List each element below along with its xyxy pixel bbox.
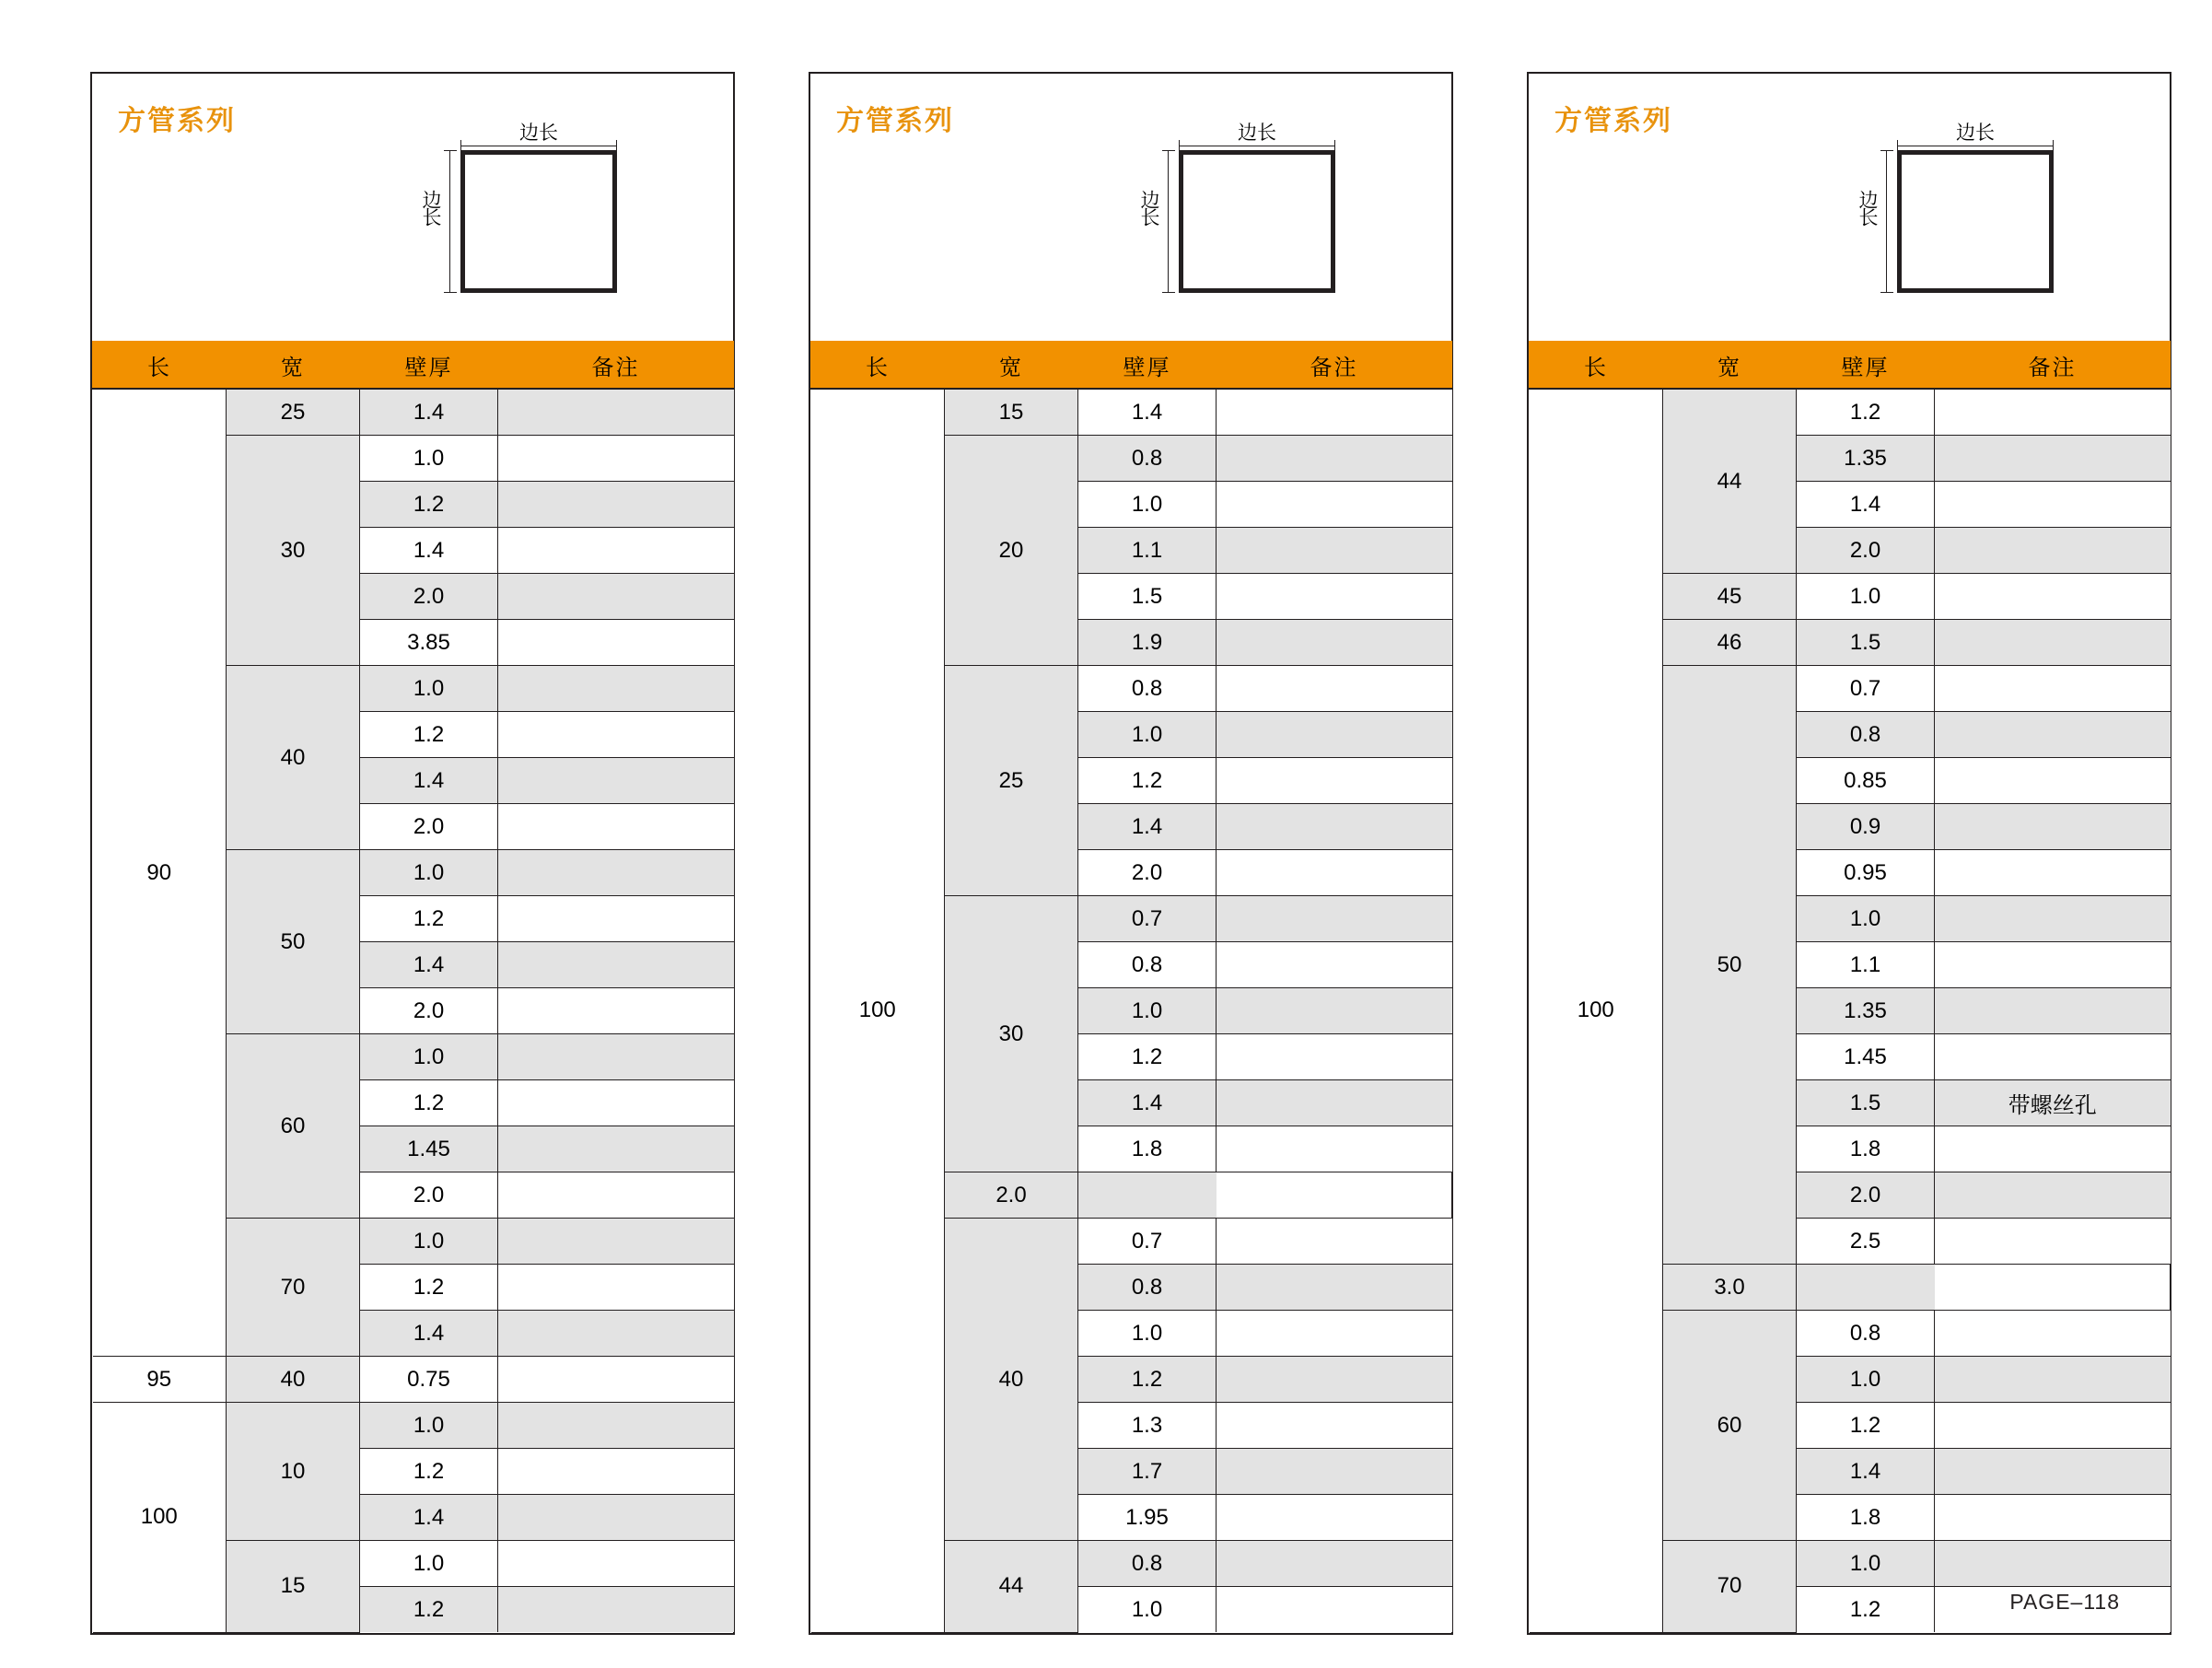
cell-thickness: 1.0 — [1078, 1587, 1217, 1633]
cell-remark — [1217, 988, 1452, 1034]
cell-width: 40 — [945, 1219, 1078, 1541]
cell-remark — [498, 528, 734, 574]
cell-thickness: 1.8 — [1797, 1495, 1935, 1541]
cell-remark — [1935, 666, 2171, 712]
diagram-left-dimension-line — [1886, 150, 1888, 293]
cell-thickness: 2.0 — [360, 1172, 498, 1219]
cell-remark — [498, 988, 734, 1034]
cell-remark — [498, 850, 734, 896]
square-outline — [460, 150, 617, 293]
cell-remark — [1217, 850, 1452, 896]
cell-thickness: 1.0 — [1797, 896, 1935, 942]
cell-thickness: 1.9 — [1078, 620, 1217, 666]
cell-thickness: 1.5 — [1797, 620, 1935, 666]
cell-remark — [1217, 712, 1452, 758]
cell-thickness: 1.2 — [360, 1265, 498, 1311]
cell-remark — [1217, 1034, 1452, 1080]
cell-remark — [1935, 1172, 2171, 1219]
diagram-top-dimension-line — [1897, 146, 2054, 147]
cell-remark — [1935, 482, 2171, 528]
diagram-left-dimension-line — [449, 150, 451, 293]
panel-title: 方管系列 — [118, 106, 236, 136]
cell-thickness: 2.0 — [945, 1172, 1078, 1219]
cell-remark — [498, 1495, 734, 1541]
square-outline — [1179, 150, 1335, 293]
cell-remark — [1935, 1541, 2171, 1587]
cell-remark — [498, 389, 734, 436]
cell-remark — [1935, 1219, 2171, 1265]
cell-thickness: 0.8 — [1078, 666, 1217, 712]
cell-thickness: 1.8 — [1797, 1126, 1935, 1172]
cell-thickness: 2.0 — [1078, 850, 1217, 896]
diagram-top-dimension-line — [460, 146, 617, 147]
cell-remark — [498, 1357, 734, 1403]
diagram-top-dimension-label: 边长 — [1956, 122, 1995, 144]
cell-length: 100 — [93, 1403, 227, 1633]
cell-thickness: 1.0 — [1078, 482, 1217, 528]
cell-remark — [1217, 528, 1452, 574]
column-header: 壁厚 — [1078, 342, 1217, 390]
cell-thickness: 1.2 — [1797, 389, 1935, 436]
cell-thickness: 0.8 — [1078, 436, 1217, 482]
cell-remark — [1935, 758, 2171, 804]
cell-width: 70 — [227, 1219, 360, 1357]
cell-remark — [498, 1034, 734, 1080]
cell-thickness: 1.4 — [360, 1311, 498, 1357]
cell-thickness: 1.2 — [1797, 1403, 1935, 1449]
cell-thickness: 0.8 — [1078, 1265, 1217, 1311]
cell-thickness: 1.4 — [1078, 389, 1217, 436]
column-header: 长 — [811, 342, 945, 390]
cell-thickness: 1.4 — [360, 942, 498, 988]
cell-width: 40 — [227, 1357, 360, 1403]
panel-header — [810, 74, 1451, 341]
cell-thickness: 2.5 — [1797, 1219, 1935, 1265]
cell-thickness: 1.0 — [1797, 574, 1935, 620]
cell-thickness: 1.8 — [1078, 1126, 1217, 1172]
cell-thickness: 2.0 — [360, 804, 498, 850]
cell-thickness: 0.95 — [1797, 850, 1935, 896]
cell-remark — [498, 482, 734, 528]
cell-remark — [1935, 1126, 2171, 1172]
cell-width: 25 — [227, 389, 360, 436]
diagram-top-dimension-label: 边长 — [1238, 122, 1276, 144]
cell-remark — [1935, 1495, 2171, 1541]
table-row — [93, 389, 734, 436]
cell-remark — [1217, 1126, 1452, 1172]
cell-width: 70 — [1663, 1541, 1797, 1633]
cell-thickness: 1.3 — [1078, 1403, 1217, 1449]
spec-panel — [90, 72, 735, 1635]
cell-remark — [498, 758, 734, 804]
column-header: 长 — [93, 342, 227, 390]
cell-width: 60 — [227, 1034, 360, 1219]
cell-width: 15 — [227, 1541, 360, 1633]
cell-remark — [498, 620, 734, 666]
panel-header — [1529, 74, 2170, 341]
spec-table — [1529, 341, 2171, 1633]
cell-thickness: 1.1 — [1078, 528, 1217, 574]
cell-remark — [1797, 1265, 1935, 1311]
cell-thickness: 1.2 — [360, 712, 498, 758]
diagram-left-dimension-label: 边长 — [420, 190, 441, 225]
cell-thickness: 1.0 — [1078, 1311, 1217, 1357]
cell-remark — [498, 574, 734, 620]
panel-title: 方管系列 — [836, 106, 954, 136]
table-row — [93, 1357, 734, 1403]
cell-thickness: 0.8 — [1078, 1541, 1217, 1587]
cell-thickness: 1.4 — [1797, 1449, 1935, 1495]
table-row — [1530, 389, 2171, 436]
cell-thickness: 1.2 — [1797, 1587, 1935, 1633]
cell-thickness: 0.85 — [1797, 758, 1935, 804]
cell-width: 20 — [945, 436, 1078, 666]
cell-thickness: 0.75 — [360, 1357, 498, 1403]
cell-remark — [498, 1126, 734, 1172]
cell-remark — [498, 1541, 734, 1587]
cell-thickness: 1.4 — [1797, 482, 1935, 528]
cell-width: 25 — [945, 666, 1078, 896]
cell-thickness: 2.0 — [1797, 528, 1935, 574]
cell-thickness: 1.2 — [360, 896, 498, 942]
cell-remark — [1217, 804, 1452, 850]
cell-thickness: 2.0 — [360, 574, 498, 620]
cell-thickness: 1.0 — [360, 436, 498, 482]
cell-remark — [1935, 804, 2171, 850]
cell-remark — [498, 1449, 734, 1495]
cell-remark — [1078, 1172, 1217, 1219]
cell-remark — [1935, 850, 2171, 896]
diagram-left-dimension-label: 边长 — [1857, 190, 1878, 225]
cell-width: 44 — [1663, 389, 1797, 574]
cell-thickness: 0.8 — [1797, 712, 1935, 758]
cell-thickness: 1.2 — [1078, 1034, 1217, 1080]
cell-thickness: 1.0 — [1078, 712, 1217, 758]
cell-thickness: 0.7 — [1797, 666, 1935, 712]
cell-remark — [498, 1172, 734, 1219]
cell-remark — [498, 436, 734, 482]
column-header: 宽 — [1663, 342, 1797, 390]
cell-remark — [1935, 1449, 2171, 1495]
spec-table — [810, 341, 1452, 1633]
cell-width: 15 — [945, 389, 1078, 436]
diagram-left-dimension-label: 边长 — [1138, 190, 1159, 225]
cell-width: 44 — [945, 1541, 1078, 1633]
cell-thickness: 1.7 — [1078, 1449, 1217, 1495]
cell-remark — [1217, 389, 1452, 436]
cell-remark — [1935, 1311, 2171, 1357]
cell-remark — [498, 1587, 734, 1633]
cell-remark — [1217, 942, 1452, 988]
cell-remark — [1217, 666, 1452, 712]
cell-remark — [1217, 1311, 1452, 1357]
cell-thickness: 0.7 — [1078, 896, 1217, 942]
cell-length: 100 — [1530, 389, 1663, 1632]
cell-thickness: 1.4 — [360, 389, 498, 436]
cell-remark — [1217, 896, 1452, 942]
cell-remark — [1217, 1219, 1452, 1265]
cell-thickness: 1.2 — [1078, 758, 1217, 804]
cell-width: 45 — [1663, 574, 1797, 620]
cell-thickness: 1.0 — [1797, 1357, 1935, 1403]
cell-thickness: 1.35 — [1797, 988, 1935, 1034]
diagram-left-dimension-line — [1168, 150, 1170, 293]
cell-thickness: 1.95 — [1078, 1495, 1217, 1541]
cell-thickness: 0.8 — [1078, 942, 1217, 988]
cell-thickness: 1.2 — [360, 482, 498, 528]
diagram-top-dimension-label: 边长 — [519, 122, 558, 144]
panel-title: 方管系列 — [1554, 106, 1672, 136]
cell-remark — [498, 942, 734, 988]
cell-remark — [498, 1265, 734, 1311]
square-tube-diagram — [420, 118, 654, 311]
cell-remark — [1935, 436, 2171, 482]
cell-remark — [1935, 896, 2171, 942]
spec-table — [92, 341, 734, 1633]
cell-remark — [498, 804, 734, 850]
cell-thickness: 1.2 — [360, 1587, 498, 1633]
cell-thickness: 1.0 — [360, 666, 498, 712]
cell-remark — [1935, 1403, 2171, 1449]
cell-remark — [498, 1311, 734, 1357]
cell-remark — [498, 1219, 734, 1265]
cell-width: 50 — [227, 850, 360, 1034]
column-header: 宽 — [227, 342, 360, 390]
cell-thickness: 1.0 — [360, 1219, 498, 1265]
cell-thickness: 1.45 — [1797, 1034, 1935, 1080]
cell-remark: 带螺丝孔 — [1935, 1080, 2171, 1126]
cell-thickness: 1.0 — [1078, 988, 1217, 1034]
cell-remark — [1935, 712, 2171, 758]
cell-thickness: 1.5 — [1797, 1080, 1935, 1126]
table-row — [811, 389, 1452, 436]
cell-remark — [1935, 389, 2171, 436]
cell-remark — [1217, 620, 1452, 666]
cell-remark — [1217, 758, 1452, 804]
cell-width: 50 — [1663, 666, 1797, 1265]
spec-panel — [809, 72, 1453, 1635]
cell-thickness: 1.5 — [1078, 574, 1217, 620]
cell-thickness: 1.4 — [1078, 804, 1217, 850]
cell-remark — [1217, 1357, 1452, 1403]
column-header: 壁厚 — [1797, 342, 1935, 390]
cell-thickness: 1.0 — [360, 1034, 498, 1080]
cell-thickness: 1.4 — [360, 528, 498, 574]
cell-remark — [1935, 620, 2171, 666]
cell-remark — [1935, 528, 2171, 574]
page-number: PAGE–118 — [2009, 1590, 2120, 1614]
square-tube-diagram — [1857, 118, 2090, 311]
panel-header — [92, 74, 733, 341]
cell-thickness: 0.7 — [1078, 1219, 1217, 1265]
column-header: 备注 — [1935, 342, 2171, 390]
cell-thickness: 1.2 — [360, 1449, 498, 1495]
cell-remark — [498, 666, 734, 712]
cell-remark — [1935, 574, 2171, 620]
square-outline — [1897, 150, 2054, 293]
cell-thickness: 1.4 — [360, 1495, 498, 1541]
column-header: 壁厚 — [360, 342, 498, 390]
cell-remark — [1217, 1587, 1452, 1633]
cell-width: 30 — [945, 896, 1078, 1172]
cell-thickness: 0.8 — [1797, 1311, 1935, 1357]
column-header: 长 — [1530, 342, 1663, 390]
cell-remark — [1217, 1449, 1452, 1495]
cell-width: 40 — [227, 666, 360, 850]
table-header-row — [811, 342, 1452, 390]
cell-thickness: 1.4 — [1078, 1080, 1217, 1126]
table-header-row — [1530, 342, 2171, 390]
table-header-row — [93, 342, 734, 390]
cell-remark — [1217, 436, 1452, 482]
cell-remark — [1217, 1403, 1452, 1449]
cell-remark — [1217, 574, 1452, 620]
cell-remark — [498, 1080, 734, 1126]
cell-thickness: 1.0 — [360, 1403, 498, 1449]
cell-thickness: 1.4 — [360, 758, 498, 804]
cell-length: 90 — [93, 389, 227, 1357]
cell-remark — [1217, 1495, 1452, 1541]
cell-width: 46 — [1663, 620, 1797, 666]
cell-remark — [498, 1403, 734, 1449]
cell-remark — [1935, 1034, 2171, 1080]
diagram-top-dimension-line — [1179, 146, 1335, 147]
cell-remark — [1217, 1080, 1452, 1126]
cell-width: 60 — [1663, 1311, 1797, 1541]
cell-width: 10 — [227, 1403, 360, 1541]
cell-remark — [1217, 1265, 1452, 1311]
column-header: 备注 — [1217, 342, 1452, 390]
cell-remark — [1217, 482, 1452, 528]
cell-thickness: 1.0 — [360, 850, 498, 896]
table-row — [93, 1403, 734, 1449]
cell-length: 95 — [93, 1357, 227, 1403]
square-tube-diagram — [1138, 118, 1372, 311]
column-header: 宽 — [945, 342, 1078, 390]
column-header: 备注 — [498, 342, 734, 390]
cell-thickness: 1.1 — [1797, 942, 1935, 988]
cell-thickness: 1.0 — [1797, 1541, 1935, 1587]
cell-thickness: 1.35 — [1797, 436, 1935, 482]
cell-remark — [1935, 1357, 2171, 1403]
cell-thickness: 1.45 — [360, 1126, 498, 1172]
cell-thickness: 2.0 — [360, 988, 498, 1034]
cell-thickness: 3.85 — [360, 620, 498, 666]
cell-thickness: 1.2 — [1078, 1357, 1217, 1403]
cell-thickness: 0.9 — [1797, 804, 1935, 850]
cell-remark — [1217, 1541, 1452, 1587]
cell-remark — [1935, 988, 2171, 1034]
cell-thickness: 1.2 — [360, 1080, 498, 1126]
cell-length: 100 — [811, 389, 945, 1632]
cell-remark — [498, 896, 734, 942]
cell-remark — [1935, 942, 2171, 988]
cell-width: 30 — [227, 436, 360, 666]
spec-panel — [1527, 72, 2171, 1635]
cell-thickness: 1.0 — [360, 1541, 498, 1587]
cell-thickness: 3.0 — [1663, 1265, 1797, 1311]
cell-thickness: 2.0 — [1797, 1172, 1935, 1219]
cell-remark — [498, 712, 734, 758]
